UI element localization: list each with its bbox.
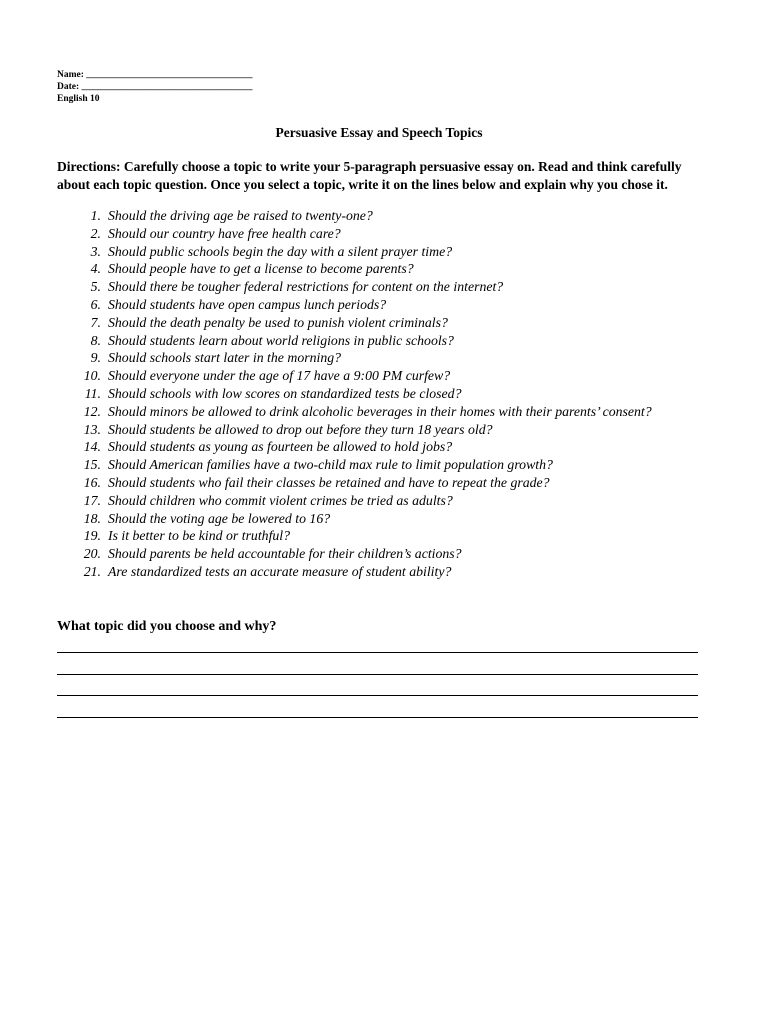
topic-number: 11. — [84, 385, 101, 401]
answer-lines — [57, 652, 698, 738]
topic-text: Should the death penalty be used to punish violent criminals? — [108, 314, 448, 330]
list-item — [57, 367, 757, 385]
topic-text: Should students as young as fourteen be allowed to hold jobs? — [108, 439, 453, 455]
topic-text: Should our country have free health care? — [108, 225, 341, 241]
answer-line[interactable] — [57, 652, 698, 653]
date-field-label: Date: ____________________________________ — [57, 82, 253, 92]
student-info-header — [57, 69, 253, 105]
list-item — [57, 314, 757, 332]
topic-number: 20. — [83, 546, 101, 562]
list-item — [57, 421, 757, 439]
name-field-label: Name: ___________________________________ — [57, 70, 253, 80]
topic-text: Should American families have a two-child max rule to limit population growth? — [108, 457, 553, 473]
topic-number: 4. — [90, 261, 101, 277]
topic-text: Should minors be allowed to drink alcoholic beverages in their homes with their parents’ consent? — [108, 403, 652, 419]
topic-number: 14. — [83, 439, 101, 455]
directions-paragraph: Directions: Carefully choose a topic to write your 5-paragraph persuasive essay on. Read and think carefully about each topic question. Once you select a topic, write it on the lines below and explain why you chose it. — [57, 159, 682, 192]
list-item — [57, 385, 757, 403]
answer-line[interactable] — [57, 695, 698, 696]
answer-line[interactable] — [57, 674, 698, 675]
list-item — [57, 260, 757, 278]
topic-number: 19. — [83, 528, 101, 544]
list-item — [57, 225, 757, 243]
topic-number: 1. — [90, 208, 101, 223]
list-item — [57, 243, 757, 261]
topic-text: Should schools start later in the morning? — [108, 350, 342, 366]
topic-text: Should the voting age be lowered to 16? — [108, 510, 331, 526]
list-item — [57, 278, 757, 296]
topic-number: 12. — [83, 403, 101, 419]
page-title: Persuasive Essay and Speech Topics — [275, 125, 483, 140]
topic-number: 21. — [83, 563, 101, 579]
topic-text: Is it better to be kind or truthful? — [108, 528, 291, 544]
topic-text: Should students be allowed to drop out before they turn 18 years old? — [108, 421, 493, 437]
topic-text: Should students learn about world religions in public schools? — [108, 332, 454, 348]
topic-number: 15. — [83, 457, 101, 473]
topic-question-heading: What topic did you choose and why? — [57, 619, 277, 634]
topic-text: Should students who fail their classes be retained and have to repeat the grade? — [108, 474, 550, 490]
topic-text: Should children who commit violent crimes be tried as adults? — [108, 492, 453, 508]
topic-text: Should public schools begin the day with a silent prayer time? — [108, 243, 453, 259]
list-item — [57, 207, 757, 225]
topic-number: 2. — [90, 225, 101, 241]
list-item — [57, 403, 757, 421]
list-item — [57, 527, 757, 545]
answer-line[interactable] — [57, 717, 698, 718]
list-item — [57, 296, 757, 314]
list-item — [57, 510, 757, 528]
topic-number: 13. — [83, 421, 101, 437]
list-item — [57, 474, 757, 492]
list-item — [57, 492, 757, 510]
class-label: English 10 — [57, 94, 100, 104]
topic-number: 9. — [90, 350, 101, 366]
topic-number: 18. — [83, 510, 101, 526]
topic-text: Should people have to get a license to become parents? — [108, 261, 414, 277]
topic-number: 7. — [90, 314, 101, 330]
list-item — [57, 545, 757, 563]
topic-text: Should everyone under the age of 17 have a 9:00 PM curfew? — [108, 368, 451, 384]
topic-number: 17. — [83, 492, 101, 508]
topic-text: Should students have open campus lunch periods? — [108, 296, 387, 312]
topic-text: Should schools with low scores on standardized tests be closed? — [108, 385, 462, 401]
topic-number: 6. — [90, 296, 101, 312]
topic-text: Are standardized tests an accurate measure of student ability? — [108, 563, 452, 579]
topic-number: 8. — [90, 332, 101, 348]
topic-number: 5. — [90, 279, 101, 295]
topic-list — [57, 207, 757, 581]
topic-text: Should the driving age be raised to twenty-one? — [108, 208, 373, 223]
list-item — [57, 456, 757, 474]
topic-number: 3. — [90, 243, 101, 259]
topic-text: Should parents be held accountable for their children’s actions? — [108, 546, 462, 562]
topic-number: 16. — [83, 474, 101, 490]
topic-number: 10. — [83, 368, 101, 384]
list-item — [57, 332, 757, 350]
topic-text: Should there be tougher federal restrictions for content on the internet? — [108, 279, 504, 295]
list-item — [57, 563, 757, 581]
list-item — [57, 349, 757, 367]
list-item — [57, 438, 757, 456]
